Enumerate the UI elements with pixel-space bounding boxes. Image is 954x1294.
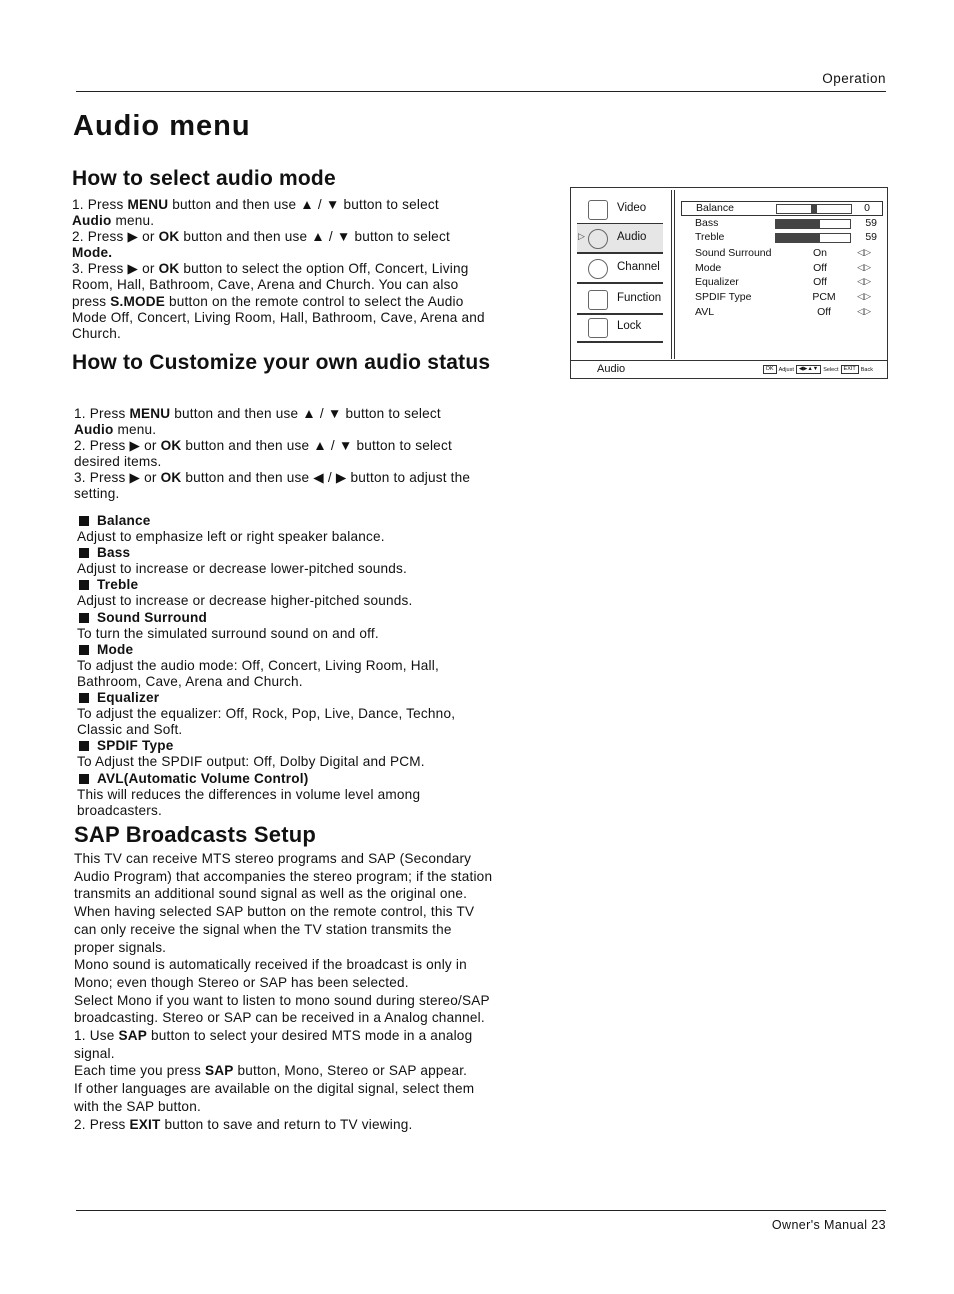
list-item: Equalizer To adjust the equalizer: Off, Rock, Pop, Live, Dance, Techno, Classic and Soft. (77, 690, 456, 738)
balance-slider (776, 204, 852, 214)
up-arrow-icon: ▲ (313, 438, 327, 454)
down-arrow-icon: ▼ (325, 197, 340, 212)
left-right-arrows-icon: ◁▷ (857, 247, 871, 257)
list-item: Mode To adjust the audio mode: Off, Concert, Living Room, Hall, Bathroom, Cave, Arena and Church. (77, 641, 439, 689)
left-right-arrows-icon: ◁▷ (857, 306, 871, 316)
select-mode-heading: How to select audio mode (72, 167, 336, 190)
video-icon (588, 200, 608, 220)
bullet-square-icon (79, 516, 89, 526)
bass-slider (775, 219, 851, 229)
list-item: Treble Adjust to increase or decrease higher-pitched sounds. (77, 577, 413, 609)
list-item: AVL(Automatic Volume Control) This will reduces the differences in volume level among broadcasters. (77, 770, 421, 818)
list-item: Bass Adjust to increase or decrease lower-pitched sounds. (77, 545, 408, 577)
bullet-square-icon (79, 693, 89, 703)
select-mode-steps: 1. Press MENU button and then use ▲ / ▼ button to select Audio menu. 2. Press ▶ or OK button and then use ▲ / ▼ button to select Mode. 3. Press ▶ or OK button to select the option Off, Concert, Living Room, Hall, Bathroom, Cave, Arena and Church. You can also press S.MODE button on the remote control to select the Audio Mode Off, Concert, Living Room, Hall, Bathroom, Cave, Arena and Church. (72, 197, 485, 341)
osd-menu-item-video: Video (577, 195, 663, 223)
up-arrow-icon: ▲ (311, 229, 325, 245)
bullet-square-icon (79, 548, 89, 558)
top-rule (76, 91, 886, 92)
osd-menu-item-lock: Lock (577, 313, 663, 341)
treble-slider (775, 233, 851, 243)
customize-steps: 1. Press MENU button and then use ▲ / ▼ button to select Audio menu. 2. Press ▶ or OK button and then use ▲ / ▼ button to select desired items. 3. Press ▶ or OK button and then use ◀ / ▶ button to adjust the setting. (74, 406, 471, 502)
channel-icon (588, 259, 608, 279)
right-arrow-icon: ▶ (127, 261, 139, 277)
osd-key-hints: OK Adjust ◀▶▲▼ Select EXIT Back (763, 365, 873, 374)
osd-setting-spdif-type: SPDIF Type PCM ◁▷ (695, 291, 871, 303)
osd-setting-equalizer: Equalizer Off ◁▷ (695, 276, 871, 288)
audio-osd-screenshot (570, 187, 888, 379)
down-arrow-icon: ▼ (338, 438, 353, 454)
page-title: Audio menu (73, 110, 251, 142)
bottom-rule (76, 1210, 886, 1211)
osd-setting-balance: Balance 0 (681, 201, 883, 216)
osd-setting-bass: Bass 59 (695, 217, 877, 229)
right-arrow-icon: ▶ (127, 229, 139, 245)
page-footer: Owner's Manual 23 (771, 1218, 886, 1232)
list-item: Sound Surround To turn the simulated surround sound on and off. (77, 609, 379, 641)
left-arrow-icon: ◀ (313, 470, 324, 486)
down-arrow-icon: ▼ (327, 406, 342, 421)
bullet-square-icon (79, 741, 89, 751)
list-item: Balance Adjust to emphasize left or right speaker balance. (77, 513, 385, 545)
list-item: SPDIF Type To Adjust the SPDIF output: Off, Dolby Digital and PCM. (77, 738, 425, 770)
sap-body: This TV can receive MTS stereo programs and SAP (Secondary Audio Program) that accompanies the stereo program; if the station transmits an additional sound signal as well as the original one. When having selected SAP button on the remote control, this TV can only receive the signal when the TV station transmits the proper signals. Mono sound is automatically received if the broadcast is only in Mono; even though Stereo or SAP has been selected. Select Mono if you want to listen to mono sound during stereo/SAP broadcasting. Stereo or SAP can be received in a Analog channel. 1. Use SAP button to select your desired MTS mode in a analog signal. Each time you press SAP button, Mono, Stereo or SAP appear. If other languages are available on the digital signal, select them with the SAP button. 2. Press EXIT button to save and return to TV viewing. (74, 851, 493, 1132)
function-icon (588, 290, 608, 310)
bullet-square-icon (79, 580, 89, 590)
bullet-square-icon (79, 613, 89, 623)
osd-setting-sound-surround: Sound Surround On ◁▷ (695, 247, 871, 259)
section-label: Operation (822, 71, 886, 86)
audio-items-list (77, 513, 497, 819)
left-right-arrows-icon: ◁▷ (857, 262, 871, 272)
osd-menu-item-function: Function (577, 285, 663, 313)
osd-setting-treble: Treble 59 (695, 231, 877, 243)
lock-icon (588, 318, 608, 338)
osd-setting-mode: Mode Off ◁▷ (695, 262, 871, 274)
sap-heading: SAP Broadcasts Setup (74, 822, 317, 847)
up-arrow-icon: ▲ (300, 197, 314, 212)
right-arrow-icon: ▶ (129, 438, 141, 454)
osd-menu-item-audio: ▷ Audio (577, 224, 663, 252)
osd-menu-item-channel: Channel (577, 254, 663, 282)
osd-footer-label: Audio (597, 363, 626, 375)
osd-setting-avl: AVL Off ◁▷ (695, 306, 871, 318)
osd-menu-list (571, 188, 671, 360)
selection-arrow-icon: ▷ (578, 231, 585, 241)
audio-icon (588, 229, 608, 249)
bullet-square-icon (79, 774, 89, 784)
right-arrow-icon: ▶ (335, 470, 347, 486)
up-arrow-icon: ▲ (302, 406, 316, 421)
left-right-arrows-icon: ◁▷ (857, 276, 871, 286)
bullet-square-icon (79, 645, 89, 655)
osd-settings-panel (675, 188, 887, 360)
left-right-arrows-icon: ◁▷ (857, 291, 871, 301)
right-arrow-icon: ▶ (129, 470, 141, 486)
down-arrow-icon: ▼ (336, 229, 351, 245)
customize-heading: How to Customize your own audio status (72, 351, 491, 374)
